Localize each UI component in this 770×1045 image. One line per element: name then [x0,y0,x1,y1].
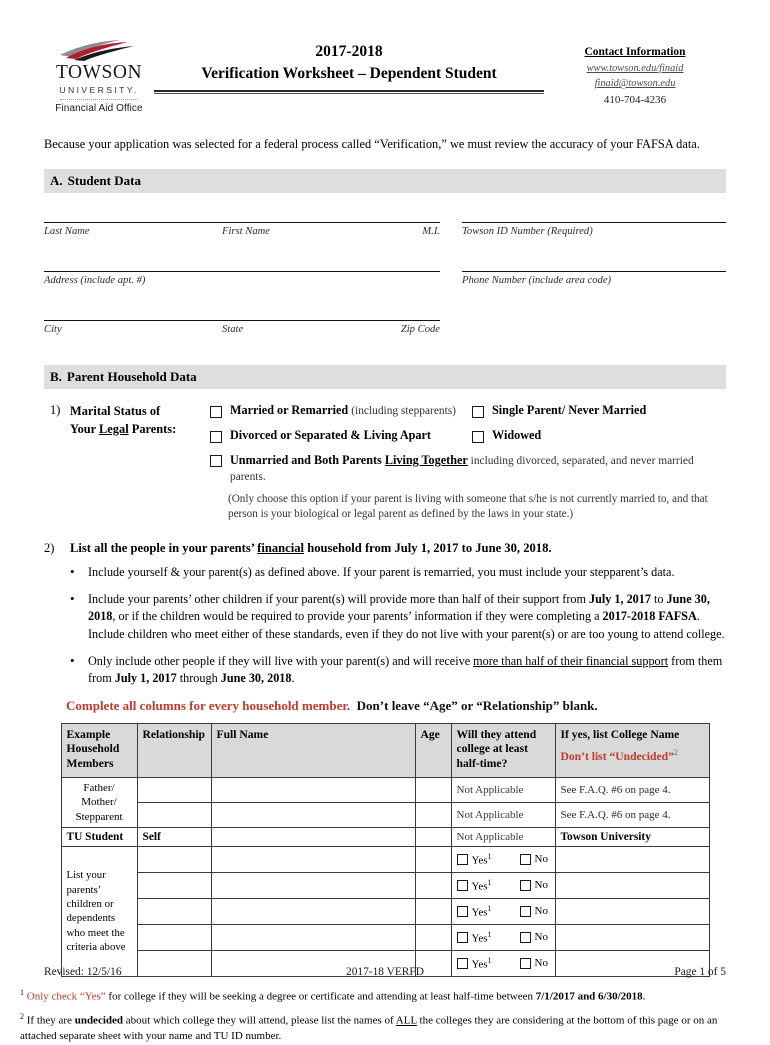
table-row-tu-student [61,827,709,846]
household-list-question [44,541,726,556]
cell-relationship[interactable] [137,872,211,898]
bullet-icon: • [70,563,75,579]
table-row [61,898,709,924]
household-members-table [61,723,710,977]
checkbox-no-label: No [534,879,548,892]
q2-number: 2) [44,540,55,555]
checkbox-divorced[interactable] [210,431,222,443]
checkbox-no-option[interactable] [520,879,548,891]
towson-id-labels [462,223,726,250]
checkbox-no-option[interactable] [520,931,548,943]
household-bullet-list [44,564,726,688]
checkbox-single-parent[interactable] [472,406,484,418]
checkbox-yes-label: Yes$^1$ [471,956,492,971]
student-data-fields [44,201,726,348]
section-b-letter: B. [50,369,62,385]
page-footer [44,966,726,978]
cell-college[interactable] [555,924,709,950]
checkbox-yes[interactable] [457,932,468,943]
checkbox-unmarried-together[interactable] [210,455,222,467]
warning-black-text: Don’t leave “Age” or “Relationship” blank. [356,697,598,713]
cell-relationship[interactable] [137,898,211,924]
cell-college: Towson University [555,827,709,846]
bullet-icon: • [70,590,75,606]
cell-full-name[interactable] [211,924,415,950]
list-item [70,591,726,643]
logo-university: UNIVERSITY. [59,84,139,95]
checkbox-widowed-label: Widowed [492,428,542,443]
contact-website-link[interactable]: www.towson.edu/finaid [586,62,684,74]
cell-age[interactable] [415,898,451,924]
column-header-relationship: Relationship [137,723,211,777]
cell-full-name[interactable] [211,827,415,846]
address-labels [44,272,440,299]
logo-divider [60,99,138,100]
column-header-example: Example Household Members [61,723,137,777]
cell-full-name[interactable] [211,898,415,924]
column-header-college [555,723,709,777]
table-header-row [61,723,709,777]
cell-attend-yesno[interactable] [451,846,555,872]
cell-attend-yesno[interactable] [451,898,555,924]
name-input-line[interactable] [44,201,440,223]
q1-label [70,403,210,524]
checkbox-no-label: No [534,931,548,944]
bullet-icon: • [70,652,75,668]
q1-number: 1) [50,403,61,418]
section-b-header [44,365,726,389]
form-content [0,136,770,714]
unmarried-note: (Only choose this option if your parent is living with someone that s/he is not currently married to, and that person is your biological or legal parent as defined by the laws in your state.) [228,492,708,521]
checkbox-yes-option[interactable] [457,852,492,867]
state-label: State [222,324,244,336]
address-input-line[interactable] [44,250,440,272]
towson-logo [44,36,154,114]
complete-columns-warning [44,698,726,714]
cell-age[interactable] [415,846,451,872]
phone-label: Phone Number (include area code) [462,275,612,287]
table-row [61,846,709,872]
cell-college[interactable] [555,872,709,898]
section-a-header [44,169,726,193]
section-a-title: Student Data [67,173,141,189]
marital-row-2 [210,428,726,444]
checkbox-married-option[interactable] [210,403,472,419]
checkbox-unmarried-together-label: Unmarried and Both Parents Living Together including divorced, separated, and never married parents. [230,452,694,483]
cell-full-name[interactable] [211,802,415,827]
column-header-attend: Will they attend college at least half-time? [451,723,555,777]
marital-row-1 [210,403,726,419]
checkbox-no-label: No [534,905,548,918]
checkbox-widowed[interactable] [472,431,484,443]
checkbox-single-option[interactable] [472,403,726,419]
checkbox-married[interactable] [210,406,222,418]
table-row [61,924,709,950]
checkbox-no-option[interactable] [520,853,548,865]
warning-red-text: Complete all columns for every household member. [66,697,351,713]
last-name-label: Last Name [44,226,90,238]
side-label-children: List your parents’ children or dependents who meet the criteria above [61,846,137,976]
first-name-label: First Name [222,226,270,238]
phone-labels [462,272,726,299]
checkbox-single-parent-label: Single Parent/ Never Married [492,403,647,418]
footer-page-number: Page 1 of 5 [674,966,726,978]
document-title [154,36,544,94]
checkbox-widowed-option[interactable] [472,428,726,444]
footer-form-code: 2017-18 VERFD [346,966,424,978]
checkbox-yes-option[interactable] [457,930,492,945]
checkbox-yes-option[interactable] [457,878,492,893]
cell-relationship[interactable] [137,924,211,950]
footnotes [0,987,770,1045]
table-row [61,872,709,898]
student-data-right-column [462,201,726,348]
towson-id-input-line[interactable] [462,201,726,223]
cell-age[interactable] [415,872,451,898]
city-label: City [44,324,62,336]
city-state-zip-input-line[interactable] [44,299,440,321]
zip-label: Zip Code [400,324,440,336]
cell-attend: Not Applicable [451,827,555,846]
cell-college[interactable] [555,898,709,924]
column-header-age: Age [415,723,451,777]
checkbox-unmarried-option[interactable] [210,453,726,485]
cell-relationship[interactable] [137,802,211,827]
cell-attend-yesno[interactable] [451,872,555,898]
cell-relationship: Self [137,827,211,846]
page-header [0,0,770,114]
checkbox-yes-option[interactable] [457,904,492,919]
marital-row-3 [210,453,726,485]
q1-label-line2: Your Legal Parents: [70,422,177,437]
cell-college: See F.A.Q. #6 on page 4. [555,802,709,827]
side-label-parents: Father/ Mother/ Stepparent [61,778,137,828]
checkbox-no[interactable] [520,880,531,891]
cell-relationship[interactable] [137,846,211,872]
table-row [61,802,709,827]
checkbox-yes-label: Yes$^1$ [471,904,492,919]
checkbox-yes[interactable] [457,906,468,917]
cell-full-name[interactable] [211,778,415,803]
towson-id-label: Towson ID Number (Required) [462,226,593,238]
q2-text: List all the people in your parents’ financial household from July 1, 2017 to June 30, 2018. [70,540,552,555]
checkbox-yes-label: Yes$^1$ [471,852,492,867]
name-labels [44,223,440,250]
marital-status-question [44,403,726,524]
checkbox-divorced-option[interactable] [210,428,472,444]
contact-heading: Contact Information [584,46,686,58]
footnote-1: $^1$ Only check “Yes” for college if they will be seeking a degree or certificate and attending at least half-time between 7/1/2017 and 6/30/2018. [20,987,646,1003]
cell-age[interactable] [415,802,451,827]
checkbox-no-label: No [534,853,548,866]
bullet-text-3: Only include other people if they will live with your parent(s) and will receive more than half of their financial support from them from July 1, 2017 through June 30, 2018. [88,653,723,686]
contact-email-link[interactable]: finaid@towson.edu [594,78,676,90]
cell-age[interactable] [415,827,451,846]
mi-label: M.I. [422,226,440,238]
logo-wordmark: TOWSON [55,62,143,83]
logo-office: Financial Aid Office [55,102,143,114]
column-header-full-name: Full Name [211,723,415,777]
checkbox-no-option[interactable] [520,905,548,917]
checkbox-married-label: Married or Remarried (including stepparents) [230,403,456,418]
checkbox-no-label: No [534,957,548,970]
checkbox-divorced-label: Divorced or Separated & Living Apart [230,428,431,443]
towson-swoosh-icon [56,38,142,62]
cell-attend: Not Applicable [451,802,555,827]
checkbox-yes-label: Yes$^1$ [471,878,492,893]
table-row [61,778,709,803]
cell-college: See F.A.Q. #6 on page 4. [555,778,709,803]
table-body [61,778,709,977]
footnote-1-red: Only check “Yes” [26,990,106,1003]
list-item [70,564,726,581]
q1-label-line1: Marital Status of [70,404,161,419]
contact-phone: 410-704-4236 [603,93,667,106]
checkbox-yes[interactable] [457,880,468,891]
cell-attend-yesno[interactable] [451,924,555,950]
college-header-warning: Don’t list “Undecided”$^2$ [560,748,678,764]
cell-age[interactable] [415,924,451,950]
footer-revised: Revised: 12/5/16 [44,966,122,978]
title-year: 2017-2018 [315,43,383,60]
cell-attend: Not Applicable [451,778,555,803]
cell-college[interactable] [555,846,709,872]
checkbox-yes[interactable] [457,854,468,865]
cell-relationship[interactable] [137,778,211,803]
checkbox-no[interactable] [520,854,531,865]
student-data-left-column [44,201,440,348]
phone-input-line[interactable] [462,250,726,272]
address-label: Address (include apt. #) [44,275,146,287]
title-main: Verification Worksheet – Dependent Student [201,64,497,82]
cell-example: TU Student [61,827,137,846]
title-rule [154,90,544,95]
checkbox-no[interactable] [520,906,531,917]
section-a-letter: A. [50,173,63,189]
section-b-title: Parent Household Data [66,369,197,385]
footnote-2: $^2$ If they are undecided about which college they will attend, please list the names of ALL the colleges they are considering at the bottom of this page or on an attached separate sheet with your name and TU ID number. [20,1012,718,1043]
cell-age[interactable] [415,778,451,803]
intro-paragraph: Because your application was selected for a federal process called “Verification,” we must review the accuracy of your FAFSA data. [44,136,700,151]
bullet-text-1: Include yourself & your parent(s) as defined above. If your parent is remarried, you must include your stepparent’s data. [88,564,675,579]
bullet-text-2: Include your parents’ other children if your parent(s) will provide more than half of their support from July 1, 2017 to June 30, 2018, or if the children would be required to provide your parents’ information if they were completing a 2017-2018 FAFSA. Include children who meet either of these standards, even if they do not live with your parent(s) or are too young to attend college. [88,591,725,641]
checkbox-no[interactable] [520,932,531,943]
college-header-text: If yes, list College Name [560,727,680,741]
city-state-zip-labels [44,321,440,348]
cell-full-name[interactable] [211,872,415,898]
cell-full-name[interactable] [211,846,415,872]
q1-options [210,403,726,524]
list-item [70,653,726,688]
checkbox-yes-label: Yes$^1$ [471,930,492,945]
contact-information [544,36,726,108]
